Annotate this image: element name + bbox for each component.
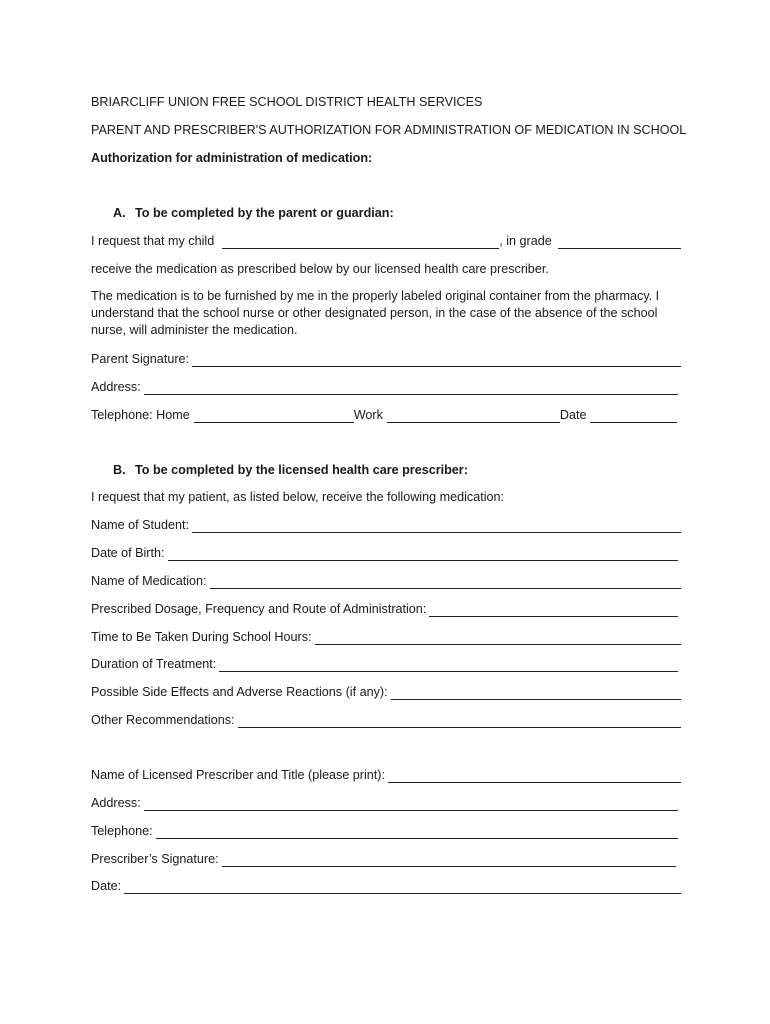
section-a-heading: [91, 205, 703, 221]
medication-name-label: Name of Medication:: [91, 574, 207, 588]
child-grade-row: [91, 233, 681, 249]
parent-signature-field[interactable]: [192, 354, 681, 367]
dob-field[interactable]: [168, 548, 679, 561]
prescriber-telephone-field[interactable]: [156, 826, 678, 839]
parent-date-label: Date: [559, 408, 587, 422]
medication-name-field[interactable]: [210, 576, 682, 589]
section-b-heading: [91, 462, 703, 478]
side-effects-field[interactable]: [391, 687, 681, 700]
prescriber-signature-label: Prescriber’s Signature:: [91, 852, 219, 866]
parent-address-row: [91, 379, 681, 395]
dob-label: Date of Birth:: [91, 546, 165, 560]
time-row: [91, 629, 681, 645]
grade-field[interactable]: [558, 236, 681, 249]
telephone-work-field[interactable]: [387, 410, 560, 423]
student-name-field[interactable]: [192, 520, 681, 533]
prescriber-signature-row: [91, 851, 681, 867]
dosage-row: [91, 601, 681, 617]
authorization-heading: Authorization for administration of medication:: [91, 151, 373, 165]
student-name-row: [91, 517, 681, 533]
prescriber-name-row: [91, 767, 681, 783]
section-a-letter: A.: [113, 206, 126, 220]
prescriber-name-label: Name of Licensed Prescriber and Title (please print):: [91, 768, 385, 782]
time-field[interactable]: [315, 632, 682, 645]
student-name-label: Name of Student:: [91, 518, 190, 532]
prescriber-date-row: [91, 878, 681, 894]
telephone-home-field[interactable]: [194, 410, 354, 423]
receive-text: receive the medication as prescribed below by our licensed health care prescriber.: [91, 262, 549, 276]
side-effects-label: Possible Side Effects and Adverse Reactions (if any):: [91, 685, 388, 699]
dosage-field[interactable]: [429, 604, 678, 617]
prescriber-telephone-row: [91, 823, 681, 839]
prescriber-address-row: [91, 795, 681, 811]
prescriber-address-label: Address:: [91, 796, 141, 810]
parent-address-label: Address:: [91, 380, 141, 394]
telephone-home-label: Telephone: Home: [91, 408, 190, 422]
other-recommendations-row: [91, 712, 681, 728]
patient-request-text: I request that my patient, as listed below, receive the following medication:: [91, 490, 505, 504]
other-recommendations-label: Other Recommendations:: [91, 713, 235, 727]
work-label: Work: [353, 408, 383, 422]
child-name-field[interactable]: [222, 236, 499, 249]
section-b-letter: B.: [113, 463, 126, 477]
section-a-title: To be completed by the parent or guardian:: [135, 206, 394, 220]
furnish-text: The medication is to be furnished by me in the properly labeled original container from the pharmacy. I understand that the school nurse or other designated person, in the case of the absence of the school nurse, will administer the medication.: [91, 289, 660, 337]
prescriber-signature-field[interactable]: [222, 854, 676, 867]
prescriber-telephone-label: Telephone:: [91, 824, 153, 838]
prescriber-date-field[interactable]: [124, 881, 681, 894]
parent-address-field[interactable]: [144, 382, 678, 395]
duration-label: Duration of Treatment:: [91, 657, 217, 671]
duration-field[interactable]: [219, 659, 678, 672]
other-recommendations-field[interactable]: [238, 715, 682, 728]
parent-date-field[interactable]: [590, 410, 677, 423]
grade-label: , in grade: [499, 234, 552, 248]
medication-name-row: [91, 573, 681, 589]
request-child-label: I request that my child: [91, 234, 215, 248]
parent-signature-row: [91, 351, 681, 367]
dosage-label: Prescribed Dosage, Frequency and Route of Administration:: [91, 602, 427, 616]
parent-signature-label: Parent Signature:: [91, 352, 190, 366]
prescriber-name-field[interactable]: [388, 770, 681, 783]
duration-row: [91, 656, 681, 672]
dob-row: [91, 545, 681, 561]
prescriber-address-field[interactable]: [144, 798, 678, 811]
time-label: Time to Be Taken During School Hours:: [91, 630, 312, 644]
section-b-title: To be completed by the licensed health care prescriber:: [135, 463, 468, 477]
telephone-row: [91, 407, 681, 423]
form-title: PARENT AND PRESCRIBER'S AUTHORIZATION FOR ADMINISTRATION OF MEDICATION IN SCHOOL: [91, 123, 687, 137]
prescriber-date-label: Date:: [91, 879, 122, 893]
district-title: BRIARCLIFF UNION FREE SCHOOL DISTRICT HEALTH SERVICES: [91, 95, 483, 109]
side-effects-row: [91, 684, 681, 700]
